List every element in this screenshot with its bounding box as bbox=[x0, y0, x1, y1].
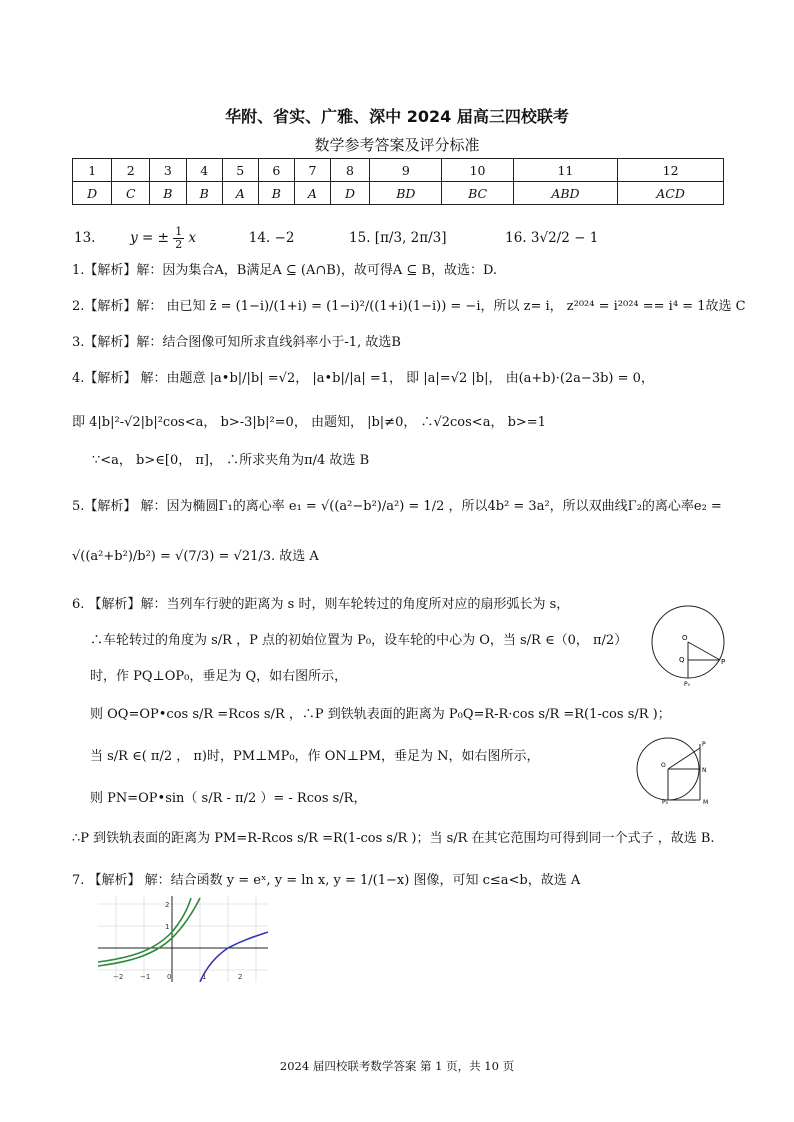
solution-5-line-2: √((a²+b²)/b²) = √(7/3) = √21/3. 故选 A bbox=[72, 549, 319, 564]
solution-6-line-3: 时，作 PQ⊥OP₀，垂足为 Q，如右图所示， bbox=[90, 669, 348, 684]
graph-grid bbox=[98, 896, 268, 982]
label-q: Q bbox=[679, 656, 685, 664]
q-answer: ACD bbox=[618, 182, 724, 205]
q-answer: A bbox=[295, 182, 331, 205]
function-graph bbox=[98, 896, 268, 982]
label-o: O bbox=[661, 762, 666, 769]
q-number: 12 bbox=[618, 159, 724, 182]
curve-exp bbox=[98, 898, 200, 966]
solution-2: 2.【解析】解： 由已知 z̄ = (1−i)/(1+i) = (1−i)²/((1+i)(1−i)) = −i，所以 z= i， z²⁰²⁴ = i²⁰²⁴ == i⁴ = 1故选 C bbox=[72, 299, 746, 314]
solution-7: 7. 【解析】 解：结合函数 y = eˣ, y = ln x, y = 1/(1−x) 图像，可知 c≤a<b，故选 A bbox=[72, 873, 581, 888]
tick-y: 1 bbox=[165, 923, 170, 931]
curve-reciprocal bbox=[98, 898, 191, 962]
solution-6-line-5: 当 s/R ∈( π/2 ， π)时，PM⊥MP₀，作 ON⊥PM，垂足为 N，如右图所示， bbox=[90, 749, 540, 764]
q14-answer: −2 bbox=[274, 230, 295, 246]
tick-x: −1 bbox=[140, 973, 151, 981]
q-number: 5 bbox=[222, 159, 258, 182]
solution-6-line-1: 6. 【解析】解：当列车行驶的距离为 s 时，则车轮转过的角度所对应的扇形弧长为 s， bbox=[72, 597, 570, 612]
solution-3: 3.【解析】解：结合图像可知所求直线斜率小于-1, 故选B bbox=[72, 335, 401, 350]
q14-number: 14. bbox=[248, 230, 271, 246]
tick-y: 2 bbox=[165, 901, 170, 909]
q15-answer: [π/3, 2π/3] bbox=[374, 230, 447, 246]
label-p: P bbox=[702, 741, 706, 748]
q13-number: 13. bbox=[74, 230, 96, 246]
solution-6-line-4: 则 OQ=OP•cos s/R =Rcos s/R ，∴P 到铁轨表面的距离为 P₀Q=R-R·cos s/R =R(1-cos s/R )； bbox=[90, 707, 671, 722]
q-answer: D bbox=[330, 182, 369, 205]
q-number: 7 bbox=[295, 159, 331, 182]
q-answer: D bbox=[73, 182, 112, 205]
solution-1: 1.【解析】解：因为集合A，B满足A ⊆ (A∩B)，故可得A ⊆ B，故选：D. bbox=[72, 263, 498, 278]
q13-fraction bbox=[173, 226, 184, 251]
q-answer: A bbox=[222, 182, 258, 205]
q-answer: BD bbox=[370, 182, 442, 205]
q-number: 1 bbox=[73, 159, 112, 182]
tick-x: 1 bbox=[202, 973, 207, 981]
solution-6-line-6: 则 PN=OP•sin（ s/R - π/2 ）= - Rcos s/R， bbox=[90, 791, 367, 806]
page-footer: 2024 届四校联考数学答案 第 1 页，共 10 页 bbox=[279, 1059, 515, 1073]
q-number: 10 bbox=[442, 159, 513, 182]
q-answer: B bbox=[258, 182, 294, 205]
q-number: 4 bbox=[186, 159, 222, 182]
q13-frac-den: 2 bbox=[175, 238, 183, 251]
label-o: O bbox=[682, 634, 688, 642]
q-answer: B bbox=[186, 182, 222, 205]
q16-number: 16. bbox=[505, 230, 527, 246]
label-n: N bbox=[702, 767, 707, 774]
page-title: 华附、省实、广雅、深中 2024 届高三四校联考 bbox=[225, 107, 569, 126]
q-number: 3 bbox=[150, 159, 186, 182]
q-number: 6 bbox=[258, 159, 294, 182]
tick-x: 0 bbox=[167, 973, 172, 981]
solution-4-line-2: 即 4|b|²-√2|b|²cos<a， b>-3|b|²=0， 由题知， |b|≠0， ∴√2cos<a， b>=1 bbox=[72, 415, 546, 430]
q13-tail: x bbox=[188, 230, 197, 246]
curve-ln bbox=[200, 932, 268, 982]
solution-4-line-1: 4.【解析】 解：由题意 |a•b|/|b| =√2， |a•b|/|a| =1， 即 |a|=√2 |b|， 由(a+b)·(2a−3b) = 0， bbox=[72, 371, 654, 386]
answer-table-numbers-row bbox=[73, 159, 724, 182]
q-answer: C bbox=[112, 182, 150, 205]
tick-x: 2 bbox=[238, 973, 243, 981]
q-answer: B bbox=[150, 182, 186, 205]
q-answer: BC bbox=[442, 182, 513, 205]
wheel-figure-2 bbox=[628, 736, 712, 806]
answer-table bbox=[72, 158, 724, 205]
q16-answer: 3√2/2 − 1 bbox=[530, 230, 599, 246]
label-p0: P₀ bbox=[662, 799, 669, 806]
solution-6-line-2: ∴车轮转过的角度为 s/R ，P 点的初始位置为 P₀，设车轮的中心为 O，当 s/R ∈（0， π/2） bbox=[90, 633, 628, 648]
q-number: 11 bbox=[513, 159, 617, 182]
label-p: P bbox=[721, 658, 726, 666]
q-number: 2 bbox=[112, 159, 150, 182]
radius-op bbox=[668, 748, 700, 769]
answer-table-answers-row bbox=[73, 182, 724, 205]
label-m: M bbox=[703, 799, 709, 806]
q13-frac-num: 1 bbox=[175, 225, 183, 238]
q-answer: ABD bbox=[513, 182, 617, 205]
label-p0: P₀ bbox=[684, 681, 691, 688]
q-number: 8 bbox=[330, 159, 369, 182]
q15-number: 15. bbox=[349, 230, 371, 246]
tick-x: −2 bbox=[113, 973, 124, 981]
radius-op bbox=[688, 642, 720, 660]
wheel-figure-1 bbox=[648, 602, 728, 688]
page-subtitle: 数学参考答案及评分标准 bbox=[314, 136, 480, 154]
solution-4-line-3: ∵<a， b>∈[0， π]， ∴所求夹角为π/4 故选 B bbox=[92, 453, 370, 468]
q13-answer: y = ± bbox=[130, 230, 169, 246]
solution-6-line-7: ∴P 到铁轨表面的距离为 PM=R-Rcos s/R =R(1-cos s/R )；当 s/R 在其它范围均可得到同一个式子 ，故选 B. bbox=[72, 831, 715, 846]
solution-5-line-1: 5.【解析】 解：因为椭圆Γ₁的离心率 e₁ = √((a²−b²)/a²) = 1/2 ，所以4b² = 3a²，所以双曲线Γ₂的离心率e₂ = bbox=[72, 499, 722, 514]
fill-in-row bbox=[74, 226, 598, 251]
q-number: 9 bbox=[370, 159, 442, 182]
